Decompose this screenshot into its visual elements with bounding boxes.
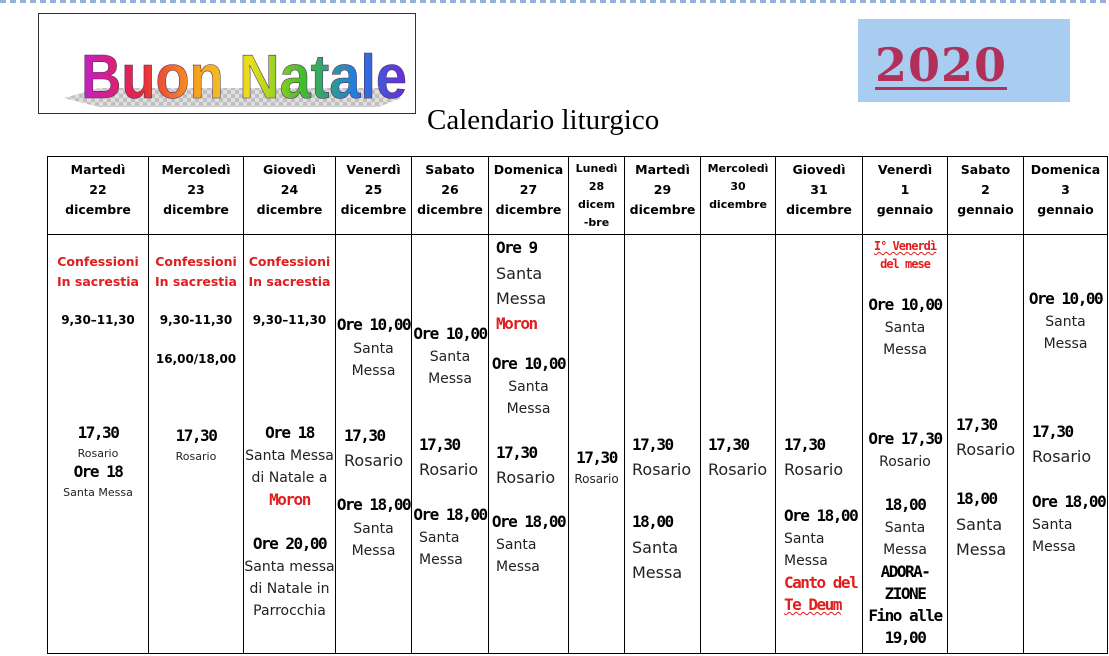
service-label: Rosario: [574, 472, 619, 486]
service-label: Rosario: [879, 454, 931, 470]
service-time: 17,30: [1032, 422, 1073, 441]
schedule-cell-25: [336, 235, 412, 654]
service-label: Santa Messa Canto del Te Deum: [784, 531, 858, 614]
service-label: Santa Messa: [1032, 517, 1076, 555]
service-time: Ore 10,00: [1028, 289, 1103, 308]
year-label: 2020: [875, 38, 1008, 92]
service-label: Rosario: [344, 451, 404, 470]
service-label: Rosario: [708, 460, 768, 479]
service-time: Ore 18,00: [491, 512, 566, 531]
schedule-cell-22: [48, 235, 149, 654]
service-label: Rosario: [496, 468, 556, 487]
confession-note: Confessioni In sacrestia: [155, 254, 237, 289]
confession-hours: 9,30-11,30: [159, 313, 233, 327]
service-label: Santa Messa: [1043, 314, 1088, 352]
service-time: 18,00: [956, 489, 997, 508]
calendar-title: Calendario liturgico: [427, 104, 660, 136]
schedule-cell-26: [412, 235, 489, 654]
service-time: 17,30: [632, 435, 673, 454]
confession-hours: 9,30–11,30: [61, 313, 135, 327]
service-time: Ore 20,00: [252, 534, 327, 553]
schedule-cell-2: [948, 235, 1024, 654]
day-header: Mercoledì 30 dicembre: [701, 157, 776, 235]
service-time: 17,30: [496, 443, 537, 462]
service-label: Santa Messa Moron: [496, 264, 547, 333]
day-header: Martedì 22 dicembre: [48, 157, 149, 235]
first-friday-note: I° Venerdì del mese: [873, 239, 937, 271]
service-time: Ore 18: [265, 423, 314, 442]
confession-note: Confessioni In sacrestia: [248, 254, 331, 289]
service-time: 18,00: [632, 512, 673, 531]
service-time: 17,30: [175, 426, 217, 445]
confession-hours: 16,00/18,00: [155, 352, 237, 366]
service-label: Santa Messa: [419, 530, 463, 568]
service-label: Santa Messa: [63, 486, 133, 499]
service-time: Ore 18: [73, 462, 123, 481]
day-header: Giovedì 24 dicembre: [244, 157, 336, 235]
service-label: Santa Messa di Natale a Moron: [245, 448, 334, 509]
day-header: Mercoledì 23 dicembre: [149, 157, 244, 235]
service-label: Rosario: [77, 447, 119, 460]
service-time: 17,30: [708, 435, 749, 454]
day-header: Sabato 26 dicembre: [412, 157, 489, 235]
buon-natale-logo: [38, 13, 416, 114]
schedule-cell-29: [625, 235, 701, 654]
day-header: Lunedì 28 dicem -bre: [569, 157, 625, 235]
service-label: Santa Messa: [496, 537, 540, 575]
service-time: 17,30: [576, 448, 617, 467]
confession-note: Confessioni In sacrestia: [57, 254, 139, 289]
day-header: Sabato 2 gennaio: [948, 157, 1024, 235]
service-time: Ore 18,00: [413, 505, 487, 524]
service-label: Santa Messa: [632, 538, 683, 582]
service-time: 17,30: [784, 435, 825, 454]
service-label: Santa Messa: [956, 515, 1007, 559]
service-time: 17,30: [419, 435, 460, 454]
schedule-cell-31: [776, 235, 863, 654]
confession-hours: 9,30–11,30: [252, 313, 327, 327]
service-label: Rosario: [784, 460, 844, 479]
service-time: Ore 10,00: [336, 315, 411, 334]
service-time: Ore 18,00: [336, 495, 411, 514]
service-time: Ore 9: [496, 238, 537, 257]
service-time: Ore 18,00: [1032, 492, 1106, 511]
service-label: Santa Messa ADORA- ZIONE Fino alle 19,00: [868, 520, 942, 647]
service-time: Ore 18,00: [784, 506, 858, 525]
schedule-cell-23: [149, 235, 244, 654]
day-header: Domenica 27 dicembre: [489, 157, 569, 235]
day-header: Domenica 3 gennaio: [1024, 157, 1108, 235]
service-label: Santa Messa: [883, 320, 927, 358]
service-time: Ore 10,00: [868, 295, 942, 314]
service-label: Santa Messa: [351, 521, 396, 559]
service-time: 18,00: [884, 495, 926, 514]
service-time: Ore 17,30: [868, 429, 942, 448]
schedule-cell-1: [863, 235, 948, 654]
service-time: Ore 10,00: [491, 354, 566, 373]
header-row: [48, 157, 1108, 235]
service-time: Ore 10,00: [413, 324, 487, 343]
svg-text:Buon Natale: Buon Natale: [81, 43, 407, 112]
service-time: 17,30: [956, 415, 997, 434]
document-ruler-line: [0, 0, 1109, 3]
service-time: 17,30: [344, 426, 385, 445]
day-header: Giovedì 31 dicembre: [776, 157, 863, 235]
service-label: Santa messa di Natale in Parrocchia: [244, 559, 335, 619]
buon-natale-wordart: [39, 14, 417, 115]
day-header: Martedì 29 dicembre: [625, 157, 701, 235]
service-label: Santa Messa: [351, 341, 396, 379]
liturgical-calendar-table: [47, 156, 1108, 654]
schedule-cell-24: [244, 235, 336, 654]
schedule-cell-30: [701, 235, 776, 654]
service-label: Rosario: [632, 460, 692, 479]
service-time: 17,30: [77, 423, 119, 442]
schedule-row: [48, 235, 1108, 654]
service-label: Rosario: [175, 450, 217, 463]
schedule-cell-3: [1024, 235, 1108, 654]
service-label: Rosario: [419, 460, 479, 479]
schedule-cell-28: [569, 235, 625, 654]
service-label: Rosario: [956, 440, 1016, 459]
day-header: Venerdì 25 dicembre: [336, 157, 412, 235]
day-header: Venerdì 1 gennaio: [863, 157, 948, 235]
schedule-cell-27: [489, 235, 569, 654]
service-label: Santa Messa: [506, 379, 551, 417]
service-label: Santa Messa: [428, 349, 472, 387]
service-label: Rosario: [1032, 447, 1092, 466]
